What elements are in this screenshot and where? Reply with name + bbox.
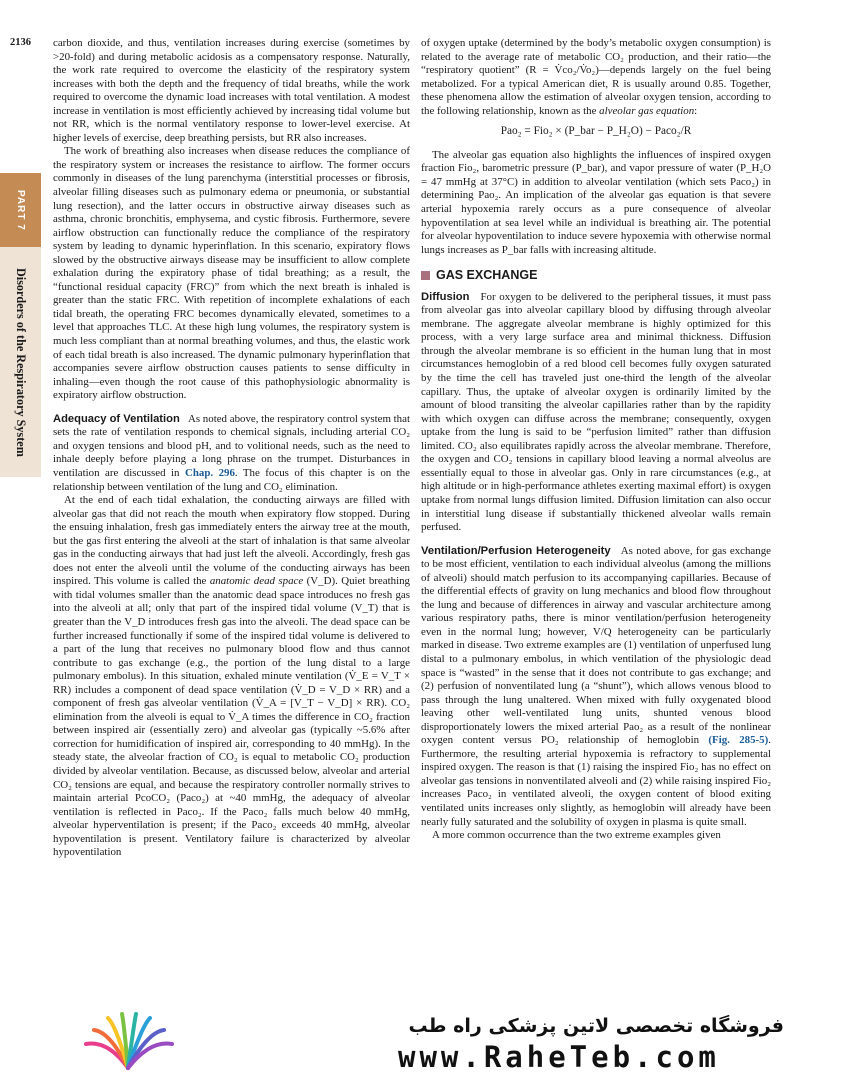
alveolar-gas-equation: Pao₂ = Fio₂ × (P_bar − P_H₂O) − Paco₂/R (500, 125, 692, 138)
section-heading: GAS EXCHANGE (421, 269, 771, 283)
run-in-heading: Diffusion (421, 290, 470, 303)
paragraph: A more common occurrence than the two extreme examples given (432, 829, 721, 842)
paragraph: Adequacy of Ventilation As noted above, the respiratory control system that sets the rate of ventilation responds to chemical signals, including arterial CO₂ and oxygen tensions and blood pH, and to volitional needs, such as the need to inhale deeply before playing a long phrase on the trumpet. Disturbances in ventilation are discussed in Chap. 296. The focus of this chapter is on the relationship between ventilation of the lung and CO₂ elimination. (53, 412, 410, 493)
paragraph: At the end of each tidal exhalation, the conducting airways are filled with alveolar gas that did not reach the mouth when expiratory flow stopped. During the ensuing inhalation, fresh gas immediately enters the airway tree at the mouth, but the gas first entering the alveoli at the start of inhalation is that same alveolar gas in the conducting airways that had just left the alveoli. Accordingly, fresh gas does not enter the alveoli until the volume of the conducting airways has been inspired. This volume is called the anatomic dead space (V_D). Quiet breathing with tidal volumes smaller than the anatomic dead space introduces no fresh gas into the alveoli at all; only that part of the inspired tidal volume (V_T) that is greater than the V_D introduces fresh gas into the alveoli. The dead space can be further increased functionally if some of the inspired tidal volume is delivered to a part of the lung that receives no pulmonary blood flow and thus cannot contribute to gas exchange (e.g., the portion of the lung distal to a large pulmonary embolus). In this situation, exhaled minute ventilation (V̇_E = V_T × RR) includes a component of dead space ventilation (V̇_D = V_D × RR) and a component of fresh gas alveolar ventilation (V̇_A = [V_T − V_D] × RR). CO₂ elimination from the alveoli is equal to V̇_A times the difference in CO₂ fraction between inspired air (essentially zero) and alveolar gas (typically ~5.6% after correction for humidification of inspired air, corresponding to 40 mmHg). In the steady state, the alveolar fraction of CO₂ is equal to metabolic CO₂ production divided by alveolar ventilation. Because, as discussed below, alveolar and arterial CO₂ tensions are equal, and because the respiratory controller normally strives to maintain arterial PcoCO₂ (Paco₂) at ~40 mmHg, the adequacy of alveolar ventilation is reflected in Paco₂. If the Paco₂ falls much below 40 mmHg, alveolar hyperventilation is present; if the Paco₂ exceeds 40 mmHg, alveolar hypoventilation is present. Ventilatory failure is characterized by alveolar hypoventilation (53, 494, 410, 859)
side-tab-part: PART 7 (15, 189, 26, 231)
figure-link[interactable]: (Fig. 285-5) (708, 734, 769, 747)
paragraph: The work of breathing also increases when disease reduces the compliance of the respiratory system or increases the resistance to airflow. The former occurs commonly in diseases of the lung parenchyma (interstitial processes or fibrosis, alveolar filling diseases such as pulmonary edema or pneumonia, or substantial lung resection), and the latter occurs in obstructive airway diseases such as asthma, chronic bronchitis, emphysema, and cystic fibrosis. Furthermore, severe airflow obstruction can functionally reduce the compliance of the respiratory system by leading to dynamic hyperinflation. In this scenario, expiratory flows slowed by the obstructive airways disease may be insufficient to allow complete exhalation during the expiratory phase of tidal breathing; as a result, the “functional residual capacity (FRC)” from which the next breath is inhaled is greater than the static FRC. With repetition of incomplete exhalations of each tidal breath, the operating FRC becomes dynamically elevated, sometimes to a level that approaches TLC. At these high lung volumes, the respiratory system is much less compliant than at normal breathing volumes, and thus, the elastic work of each tidal breath is also increased. The dynamic pulmonary hyperinflation that accompanies severe airflow obstruction causes patients to sense difficulty in inhaling—even though the root cause of this pathophysiologic abnormality is expiratory airflow obstruction. (53, 145, 410, 402)
run-in-heading: Adequacy of Ventilation (53, 412, 180, 425)
side-tab-title: Disorders of the Respiratory System (0, 247, 41, 477)
book-logo-icon (78, 1010, 178, 1072)
paragraph: Ventilation/Perfusion Heterogeneity As noted above, for gas exchange to be most efficient, ventilation to each individual alveolus (among the millions of alveoli) should match perfusion to its accompanying capillaries. Because of the differential effects of gravity on lung mechanics and blood flow throughout the lung and because of differences in airway and vascular architecture among various respiratory paths, there is minor ventilation/perfusion heterogeneity even in the normal lung; however, V/Q heterogeneity can be particularly marked in disease. Two extreme examples are (1) ventilation of unperfused lung distal to a pulmonary embolus, in which ventilation of the physiologic dead space is “wasted” in the sense that it does not contribute to gas exchange; and (2) perfusion of nonventilated lung (a “shunt”), which allows venous blood to pass through the lung unaltered. When mixed with fully oxygenated blood leaving other well-ventilated lung units, shunted venous blood disproportionately lowers the mixed arterial Pao₂ as a result of the nonlinear oxygen content versus PO₂ relationship of hemoglobin (Fig. 285-5). Furthermore, the resulting arterial hypoxemia is refractory to supplemental inspired oxygen. The reason is that (1) raising the inspired Fio₂ has no effect on alveolar gas tensions in nonventilated alveoli and (2) while raising inspired Fio₂ increases Paco₂ in ventilated alveoli, the oxygen content of blood exiting ventilated units increases only slightly, as hemoglobin will already have been nearly fully saturated and the solubility of oxygen in plasma is quite small. (421, 544, 771, 828)
right-column (421, 37, 771, 843)
left-column (53, 37, 410, 860)
page-number: 2136 (10, 37, 31, 48)
paragraph: carbon dioxide, and thus, ventilation increases during exercise (sometimes by >20-fold) and during metabolic acidosis as a compensatory response. Naturally, the work rate required to overcome the elasticity of the respiratory system increases with both the depth and the frequency of tidal breaths, while the work required to overcome the dynamic load increases with total ventilation. A modest increase in ventilation is most efficiently achieved by increasing tidal volume but not RR, which is the normal ventilatory response to lower-level exercise. At higher levels of exercise, deep breathing persists, but RR also increases. (53, 37, 410, 144)
paragraph: of oxygen uptake (determined by the body’s metabolic oxygen consumption) is related to the average rate of metabolic CO₂ production, and their ratio—the “respiratory quotient” (R = V̇co₂/V̇o₂)—depends largely on the fuel being metabolized. For a typical American diet, R is usually around 0.85. Together, these phenomena allow the estimation of alveolar oxygen tension, according to the following relationship, known as the alveolar gas equation: (421, 37, 771, 117)
chapter-link[interactable]: Chap. 296 (184, 466, 235, 479)
square-bullet-icon (421, 271, 430, 280)
store-url[interactable]: www.RaheTeb.com (398, 1040, 720, 1074)
paragraph: The alveolar gas equation also highlights the influences of inspired oxygen fraction Fio₂, barometric pressure (P_bar), and vapor pressure of water (P_H₂O = 47 mmHg at 37°C) in addition to alveolar ventilation (which sets Paco₂) in determining Pao₂. An implication of the alveolar gas equation is that severe arterial hypoxemia rarely occurs as a pure consequence of alveolar hypoventilation at sea level while an individual is breathing air. The potential for alveolar hypoventilation to induce severe hypoxemia with otherwise normal lungs increases as P_bar falls with increasing altitude. (421, 148, 771, 256)
run-in-heading: Ventilation/Perfusion Heterogeneity (421, 544, 611, 557)
paragraph: Diffusion For oxygen to be delivered to the peripheral tissues, it must pass from alveolar gas into alveolar capillary blood by diffusing through alveolar membrane. The aggregate alveolar membrane is highly optimized for this process, with a very large surface area and minimal thickness. Diffusion through the alveolar membrane is so efficient in the human lung that in most circumstances hemoglobin of a red blood cell becomes fully oxygen saturated by the time the cell has traveled just one-third the length of the alveolar capillary. Thus, the uptake of alveolar oxygen is ordinarily limited by the amount of blood transiting the alveolar capillaries rather than by the rapidity with which oxygen can diffuse across the membrane; consequently, oxygen uptake from the lung is said to be “perfusion limited” rather than diffusion limited. CO₂ also equilibrates rapidly across the alveolar membrane. Therefore, the oxygen and CO₂ tensions in capillary blood leaving a normal alveolus are essentially equal to those in alveolar gas. Only in rare circumstances (e.g., at high altitude or in high-performance athletes exerting maximal effort) is oxygen uptake from normal lungs diffusion limited. Diffusion limitation can also occur in interstitial lung disease if substantially thickened alveolar walls remain perfused. (421, 290, 772, 534)
bottom-fade (0, 975, 844, 1015)
store-name: فروشگاه تخصصی لاتین پزشکی راه طب (408, 1015, 784, 1037)
